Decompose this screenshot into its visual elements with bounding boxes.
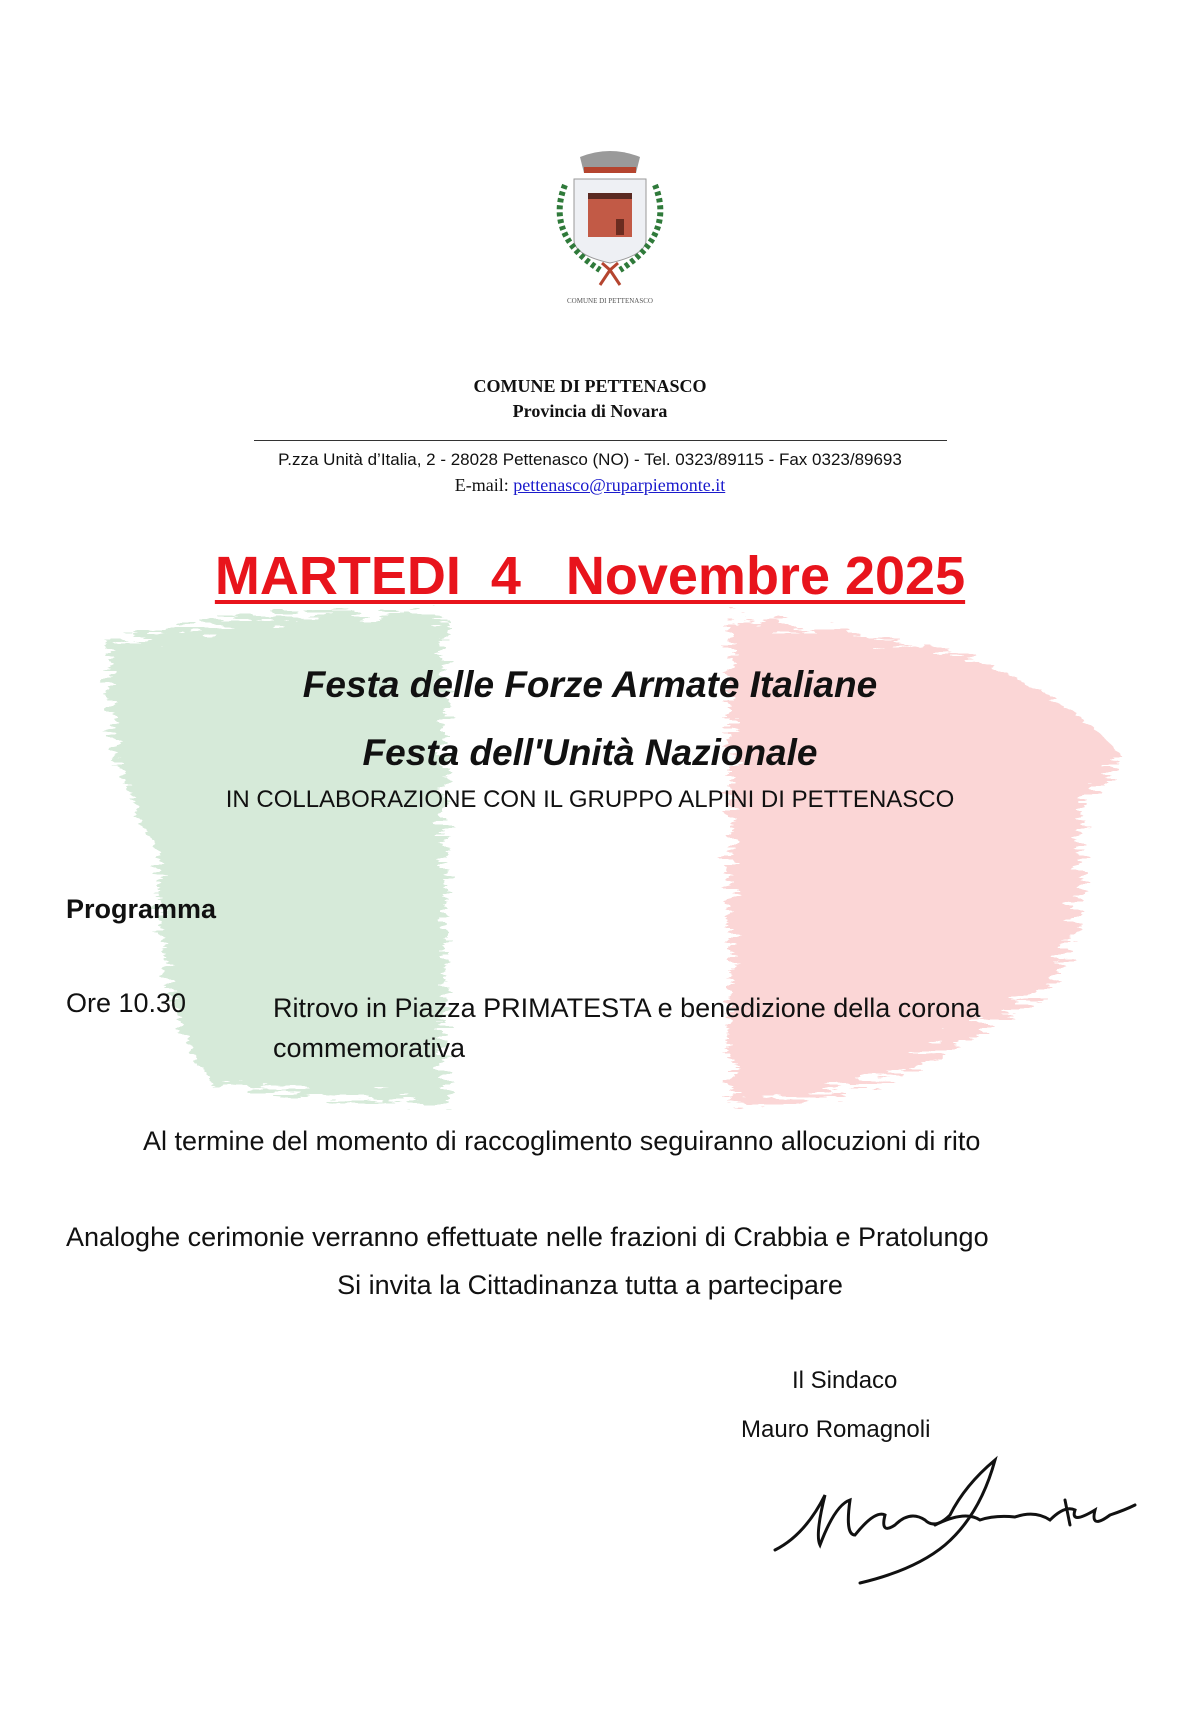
province-name: Provincia di Novara xyxy=(512,401,668,421)
program-heading: Programma xyxy=(66,894,217,924)
email-link[interactable]: pettenasco@ruparpiemonte.it xyxy=(513,475,726,495)
email-line xyxy=(0,475,1180,496)
divider xyxy=(254,440,947,441)
signatory-role: Il Sindaco xyxy=(792,1367,898,1394)
event-title-primary: Festa delle Forze Armate Italiane xyxy=(302,664,878,705)
event-date-text: MARTEDI 4 Novembre 2025 xyxy=(214,546,966,606)
program-note: Al termine del momento di raccoglimento seguiranno allocuzioni di rito xyxy=(143,1126,981,1156)
collaboration-note: IN COLLABORAZIONE CON IL GRUPPO ALPINI DI PETTENASCO xyxy=(225,786,955,813)
other-ceremonies: Analoghe cerimonie verranno effettuate nelle frazioni di Crabbia e Pratolungo xyxy=(66,1222,989,1252)
invitation: Si invita la Cittadinanza tutta a partecipare xyxy=(337,1270,843,1300)
handwritten-signature xyxy=(765,1455,1140,1585)
event-date xyxy=(0,545,1180,607)
program-item-description: Ritrovo in Piazza PRIMATESTA e benedizione della corona commemorativa xyxy=(273,993,981,1063)
municipality-coat-of-arms-logo xyxy=(540,145,680,310)
signatory-name: Mauro Romagnoli xyxy=(741,1416,931,1443)
address: P.zza Unità d’Italia, 2 - 28028 Pettenasco (NO) - Tel. 0323/89115 - Fax 0323/89693 xyxy=(278,450,902,469)
municipality-name: COMUNE DI PETTENASCO xyxy=(473,376,707,396)
program-item-time: Ore 10.30 xyxy=(66,988,187,1018)
event-title-secondary: Festa dell'Unità Nazionale xyxy=(362,732,818,773)
logo-caption: COMUNE DI PETTENASCO xyxy=(567,297,653,305)
email-label: E-mail: xyxy=(454,475,514,495)
